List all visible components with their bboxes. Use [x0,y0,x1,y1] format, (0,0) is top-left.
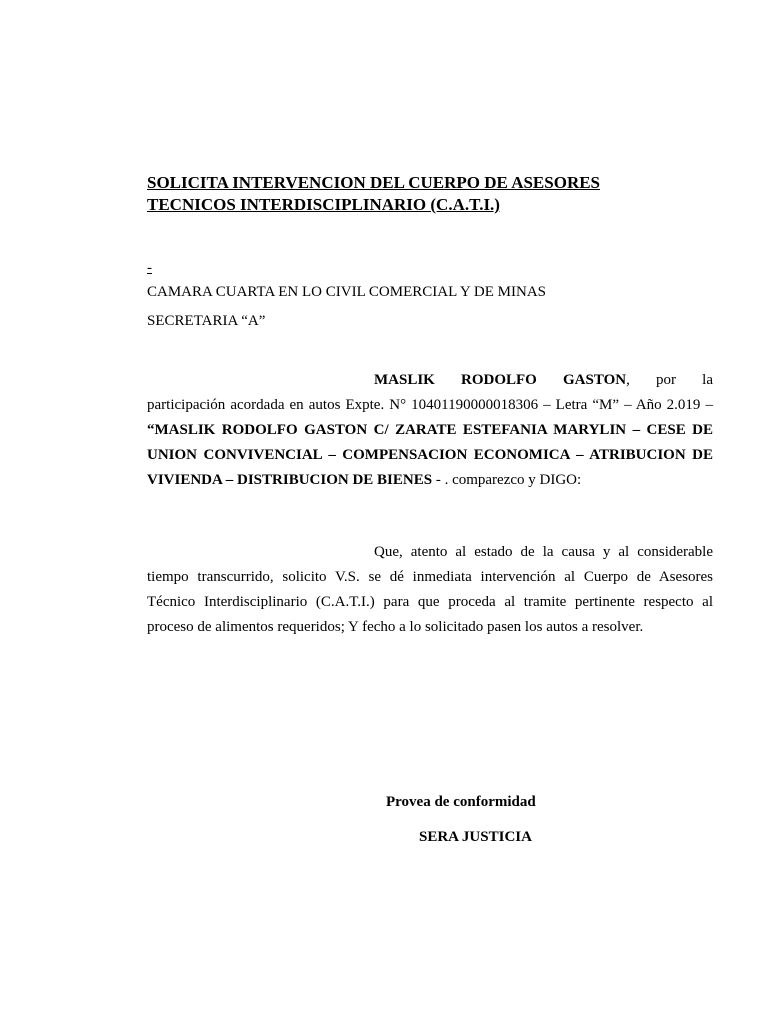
title-line-1: SOLICITA INTERVENCION DEL CUERPO DE ASESORES [147,173,601,192]
case-title-line-3-bold: VIVIENDA – DISTRIBUCION DE BIENES [147,472,433,488]
intro-paragraph [147,368,713,493]
underlined-dash: - [147,260,152,276]
document-title [147,172,727,216]
case-title-line-1: “MASLIK RODOLFO GASTON C/ ZARATE ESTEFANIA MARYLIN – CESE DE [147,422,713,438]
party-name: MASLIK RODOLFO GASTON [374,372,627,388]
title-line-2: TECNICOS INTERDISCIPLINARIO (C.A.T.I.) [147,195,500,214]
case-title-line-2: UNION CONVIVENCIAL – COMPENSACION ECONOMICA – ATRIBUCION DE [147,447,713,463]
request-line-3: Técnico Interdisciplinario (C.A.T.I.) para que proceda al tramite pertinente respecto al [147,594,713,610]
court-name: CAMARA CUARTA EN LO CIVIL COMERCIAL Y DE MINAS [147,284,547,300]
request-paragraph [147,540,713,640]
request-line-4: proceso de alimentos requeridos; Y fecho a lo solicitado pasen los autos a resolver. [147,619,644,635]
request-line-1-text: Que, atento al estado de la causa y al considerable [374,544,713,560]
request-line-1 [147,540,713,565]
intro-line-2: participación acordada en autos Expte. N° 10401190000018306 – Letra “M” – Año 2.019 – [147,397,713,413]
case-title-line-3 [147,468,713,493]
request-line-2: tiempo transcurrido, solicito V.S. se dé inmediata intervención al Cuerpo de Asesores [147,569,713,585]
intro-after-name: , por la [626,372,713,388]
case-title-line-3-rest: - . comparezco y DIGO: [432,472,582,488]
intro-line-1 [147,368,713,393]
closing-sera-justicia: SERA JUSTICIA [419,829,532,845]
closing-provea: Provea de conformidad [386,794,536,810]
court-secretary: SECRETARIA “A” [147,313,266,329]
